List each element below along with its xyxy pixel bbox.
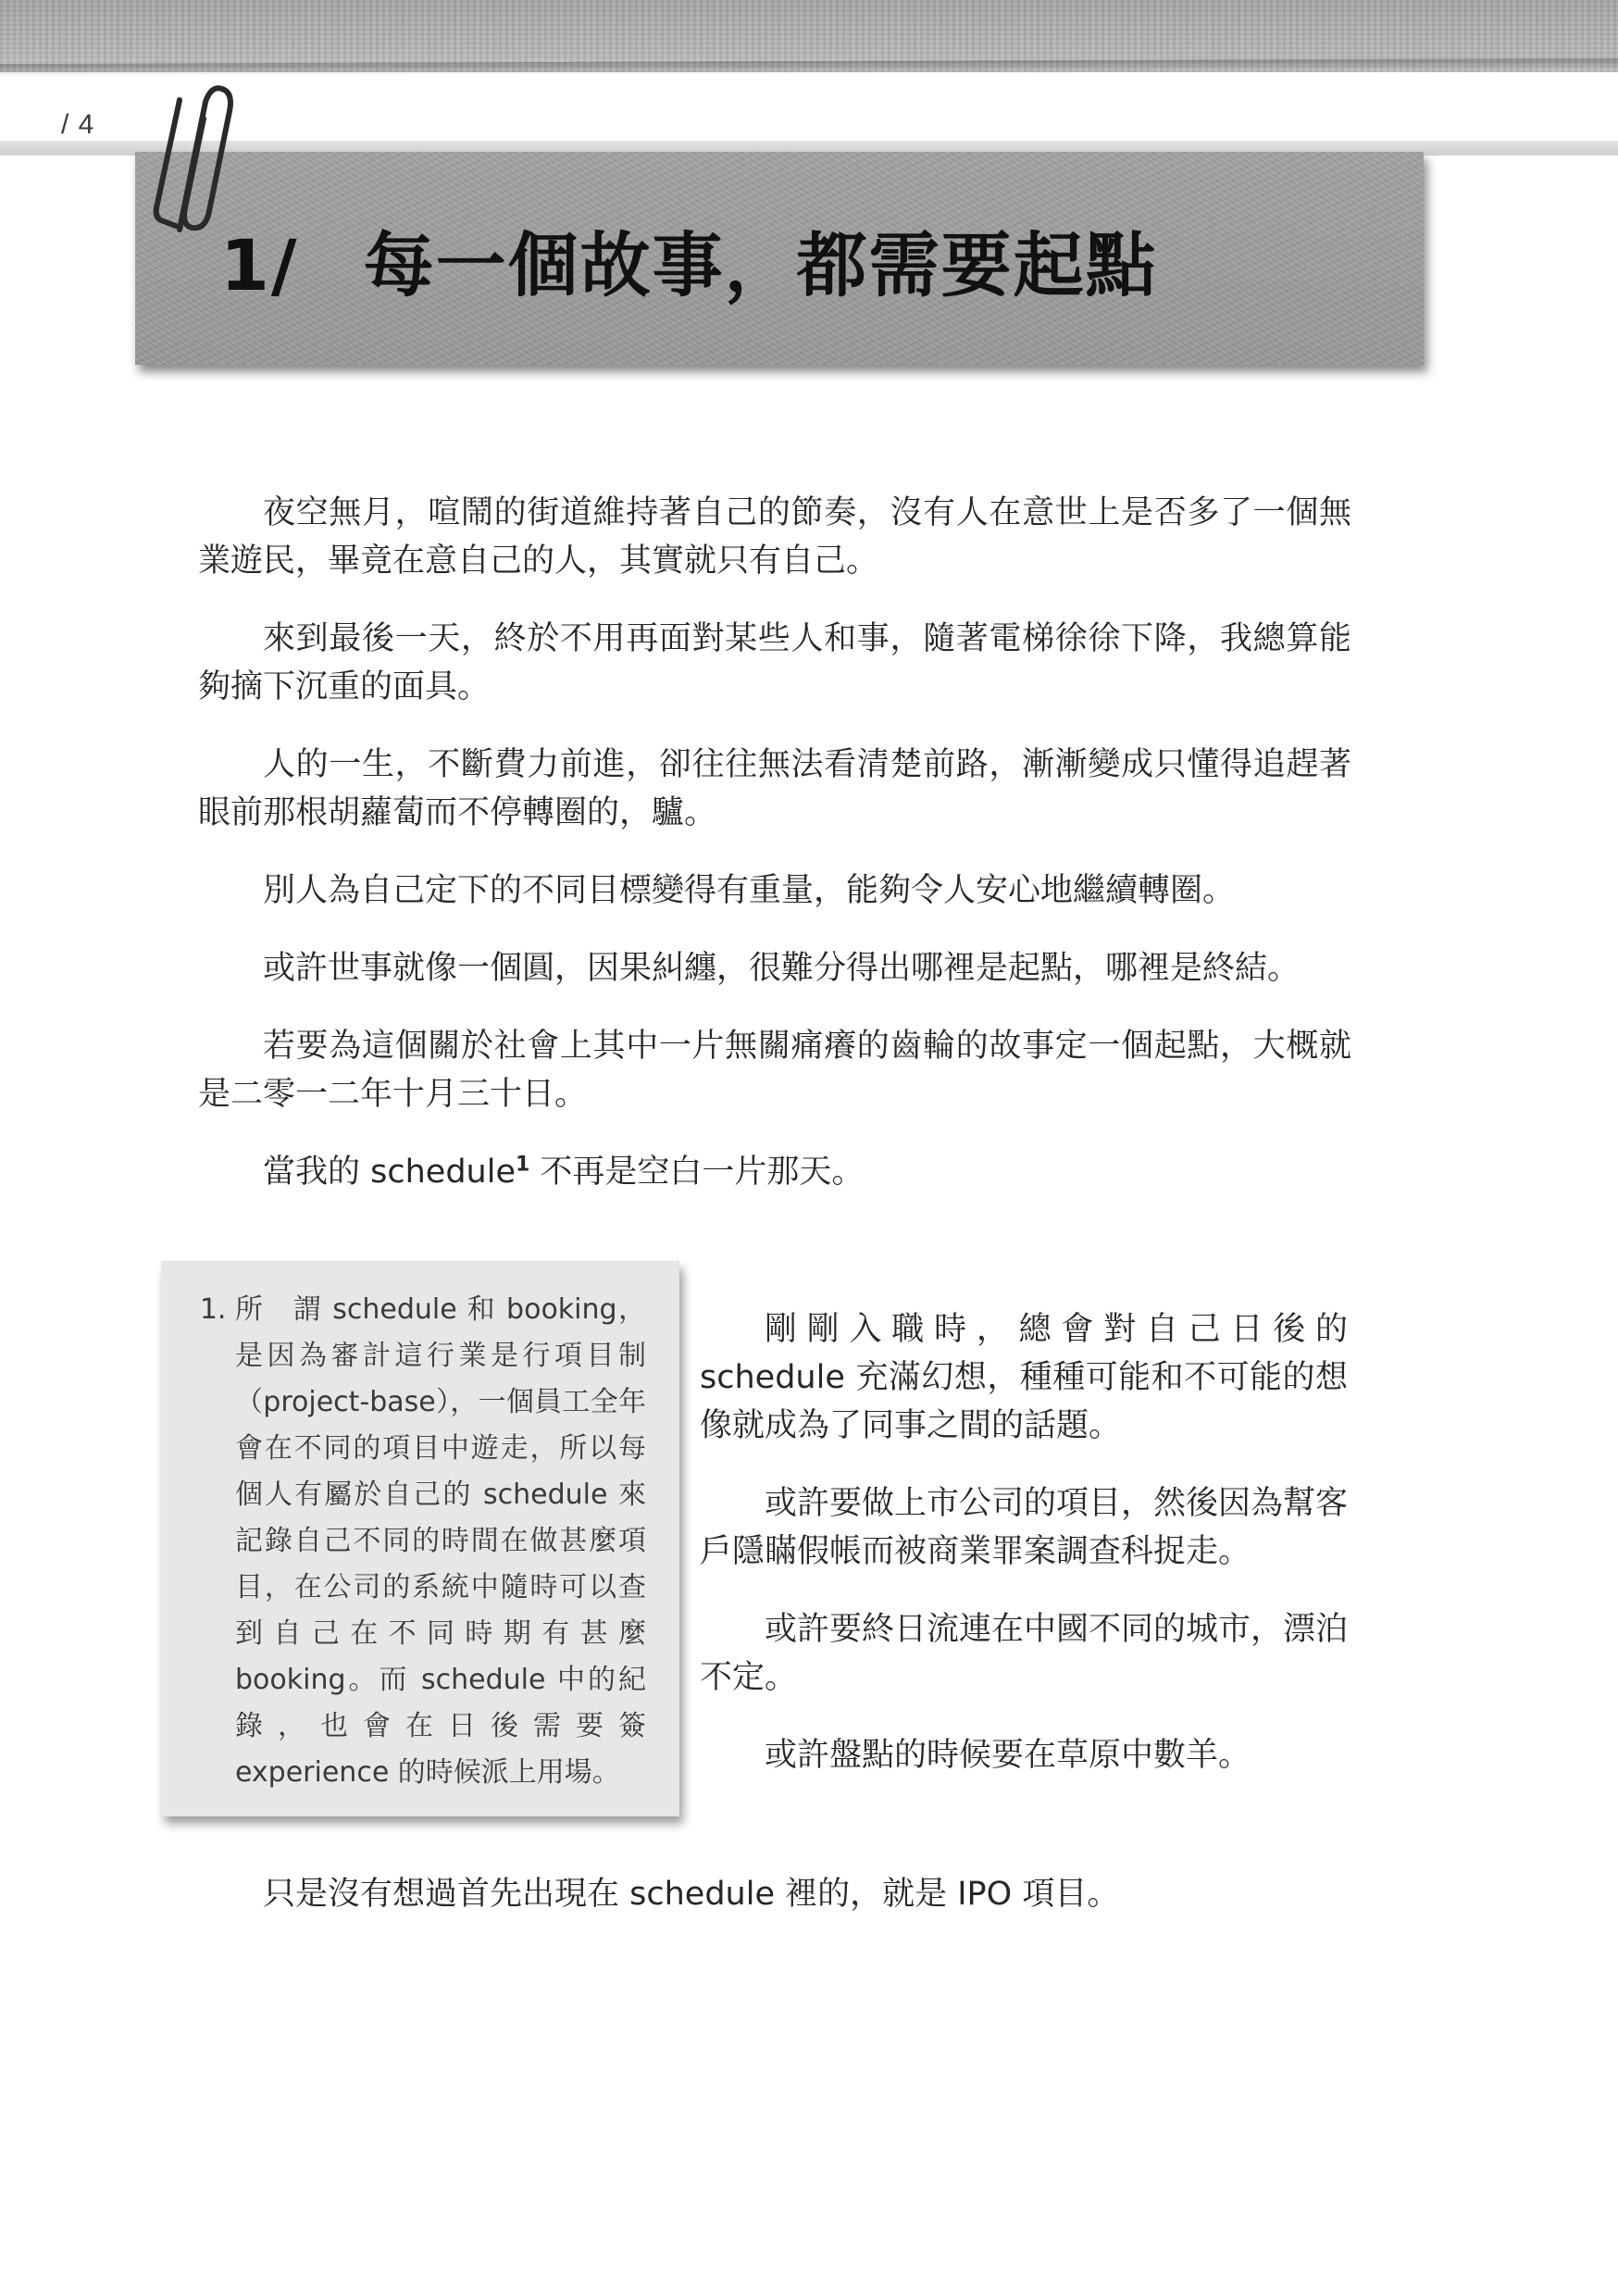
paragraph: 或許要做上市公司的項目，然後因為幫客戶隱瞞假帳而被商業罪案調查科捉走。 xyxy=(700,1485,1349,1570)
closing-paragraph: 只是沒有想過首先出現在 schedule 裡的，就是 IPO 項目。 xyxy=(263,1876,1120,1913)
paragraph: 來到最後一天，終於不用再面對某些人和事，隨著電梯徐徐下降，我總算能夠摘下沉重的面具。 xyxy=(198,620,1351,705)
body-text xyxy=(198,489,1351,1226)
footnote-list xyxy=(161,1261,679,1796)
paperclip-icon xyxy=(152,81,237,239)
paragraph: 若要為這個關於社會上其中一片無關痛癢的齒輪的故事定一個起點，大概就是二零一二年十月三十日。 xyxy=(198,1028,1351,1113)
paragraph: 別人為自己定下的不同目標變得有重量，能夠令人安心地繼續轉圈。 xyxy=(263,872,1236,909)
footnote-box xyxy=(161,1261,679,1816)
page-number: / 4 xyxy=(61,109,95,140)
paragraph: 人的一生，不斷費力前進，卻往往無法看清楚前路，漸漸變成只懂得追趕著眼前那根胡蘿蔔而不停轉圈的，驢。 xyxy=(198,746,1351,831)
schedule-text: 當我的 schedule xyxy=(263,1154,516,1191)
paragraph: 或許盤點的時候要在草原中數羊。 xyxy=(765,1737,1251,1774)
footnote-item: 1. 所 謂 schedule 和 booking，是因為審計這行業是行項目制（project-base），一個員工全年會在不同的項目中遊走，所以每個人有屬於自己的 schedule 來記錄自己不同的時間在做甚麼項目，在公司的系統中隨時可以查到自己在不同時期有甚麼 booking。而 schedule 中的紀錄，也會在日後需要簽 experience 的時候派上用場。 xyxy=(235,1287,646,1796)
paragraph: 夜空無月，喧鬧的街道維持著自己的節奏，沒有人在意世上是否多了一個無業遊民，畢竟在意自己的人，其實就只有自己。 xyxy=(198,494,1351,580)
paragraph: 或許要終日流連在中國不同的城市，漂泊不定。 xyxy=(700,1611,1349,1696)
chapter-title xyxy=(220,209,1158,310)
footnote-reference[interactable]: 1 xyxy=(515,1153,530,1177)
schedule-text-end: 不再是空白一片那天。 xyxy=(529,1154,865,1191)
schedule-paragraph xyxy=(198,1148,1351,1196)
paragraph: 剛剛入職時，總會對自己日後的 schedule 充滿幻想，種種可能和不可能的想像就成為了同事之間的話題。 xyxy=(700,1311,1348,1444)
paragraph: 或許世事就像一個圓，因果糾纏，很難分得出哪裡是起點，哪裡是終結。 xyxy=(263,950,1301,987)
chapter-title-text: 每一個故事，都需要起點 xyxy=(363,224,1158,306)
chapter-title-banner xyxy=(135,152,1424,365)
right-column xyxy=(700,1305,1348,1809)
chapter-number: 1/ xyxy=(220,224,299,306)
